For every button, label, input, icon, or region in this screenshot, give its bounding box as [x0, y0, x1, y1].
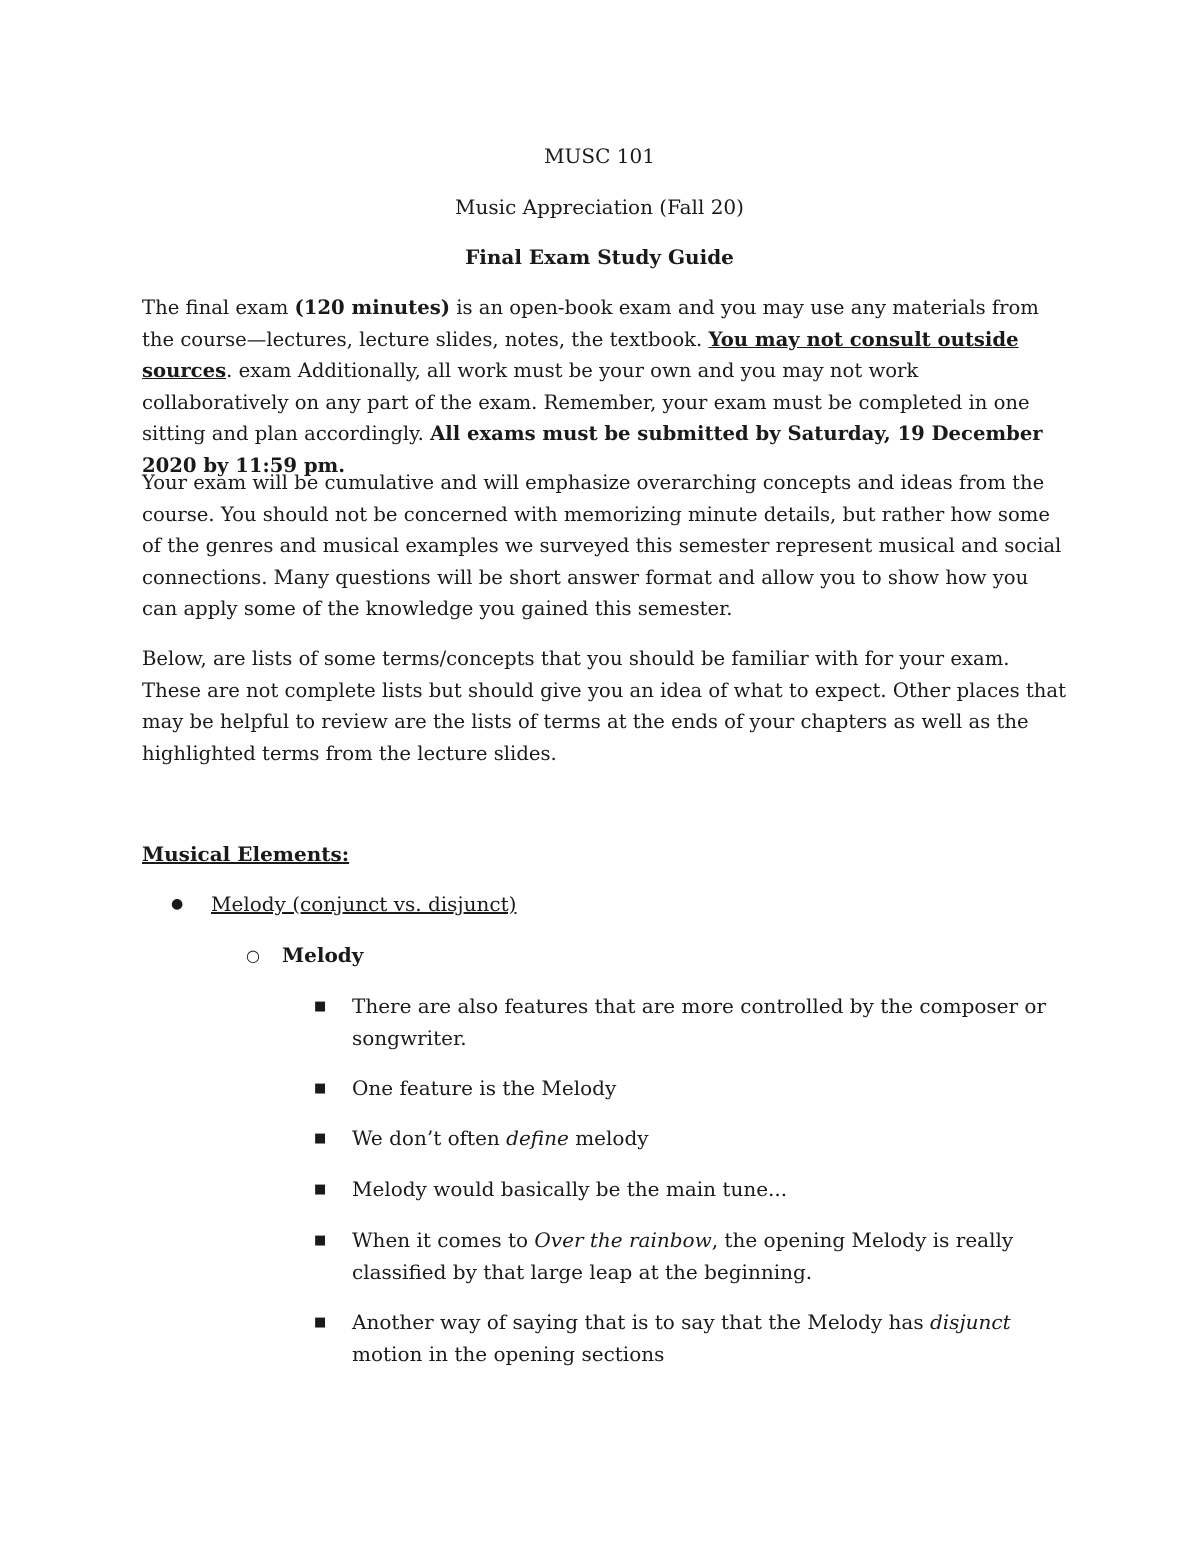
item-text-part: Another way of saying that is to say that the Melody has [352, 1310, 930, 1334]
p1-deadline: All exams must be submitted by Saturday, 19 December 2020 by 11:59 pm. [142, 422, 1043, 477]
item-italic-word: define [506, 1126, 569, 1150]
square-bullet-icon: ■ [314, 1315, 327, 1330]
filled-circle-bullet-icon: ● [171, 896, 184, 912]
section-heading: Musical Elements: [142, 842, 350, 866]
level2-list-item [246, 940, 363, 971]
level3-list-item [314, 1073, 1054, 1105]
level3-list-item [314, 1307, 1054, 1370]
intro-paragraph-1 [142, 292, 1067, 481]
level3-item-text [352, 1123, 1054, 1155]
level3-list-item [314, 991, 1054, 1054]
course-code: MUSC 101 [544, 144, 655, 168]
level1-list-item [171, 889, 516, 920]
course-title: Music Appreciation (Fall 20) [455, 195, 744, 219]
level3-item-text: Melody would basically be the main tune... [352, 1177, 788, 1201]
p1-text-e: . exam Additionally, all work must be your own and you may not work collaboratively on any part of the exam. Remember, your exam must be completed in one sitting and plan accordingly. [142, 359, 1030, 445]
intro-paragraph-2: Your exam will be cumulative and will emphasize overarching concepts and ideas from the course. You should not be concerned with memorizing minute details, but rather how some of the genres and musical examples we surveyed this semester represent musical and social connections. Many questions will be short answer format and allow you to show how you can apply some of the knowledge you gained this semester. [142, 471, 1062, 620]
level1-item-text: Melody (conjunct vs. disjunct) [211, 892, 517, 916]
level3-item-text [352, 1307, 1054, 1370]
item-text-part: , the opening Melody is really classified by that large leap at the beginning. [352, 1228, 1014, 1284]
square-bullet-icon: ■ [314, 999, 327, 1014]
item-italic-title: Over the rainbow [534, 1228, 712, 1252]
level3-item-text: There are also features that are more controlled by the composer or songwriter. [352, 994, 1047, 1050]
p1-text-c: is an open-book exam and you may use any materials from the course—lectures, lecture slides, notes, the textbook. [142, 296, 1039, 351]
square-bullet-icon: ■ [314, 1233, 327, 1248]
p1-no-outside-sources: You may not consult outside sources [142, 327, 1019, 382]
p1-text-a: The final exam [142, 296, 295, 319]
item-text-part: melody [568, 1126, 649, 1150]
p1-duration: (120 minutes) [294, 296, 450, 319]
item-text-part: When it comes to [352, 1228, 535, 1252]
item-italic-word: disjunct [929, 1310, 1011, 1334]
intro-paragraph-3: Below, are lists of some terms/concepts that you should be familiar with for your exam. These are not complete lists but should give you an idea of what to expect. Other places that may be helpful to review are the lists of terms at the ends of your chapters as well as the highlighted terms from the lecture slides. [142, 647, 1066, 765]
level3-list-item [314, 1225, 1054, 1288]
level3-item-text: One feature is the Melody [352, 1076, 617, 1100]
level3-list-item [314, 1123, 1054, 1155]
level3-item-text [352, 1225, 1054, 1288]
square-bullet-icon: ■ [314, 1131, 327, 1146]
level2-item-text: Melody [282, 943, 364, 967]
item-text-part: motion in the opening sections [352, 1341, 665, 1366]
level3-list-item [314, 1174, 1054, 1206]
item-text-part: We don’t often [352, 1126, 507, 1150]
guide-title: Final Exam Study Guide [465, 245, 734, 269]
square-bullet-icon: ■ [314, 1182, 327, 1197]
square-bullet-icon: ■ [314, 1081, 327, 1096]
hollow-circle-bullet-icon: ○ [246, 946, 260, 965]
